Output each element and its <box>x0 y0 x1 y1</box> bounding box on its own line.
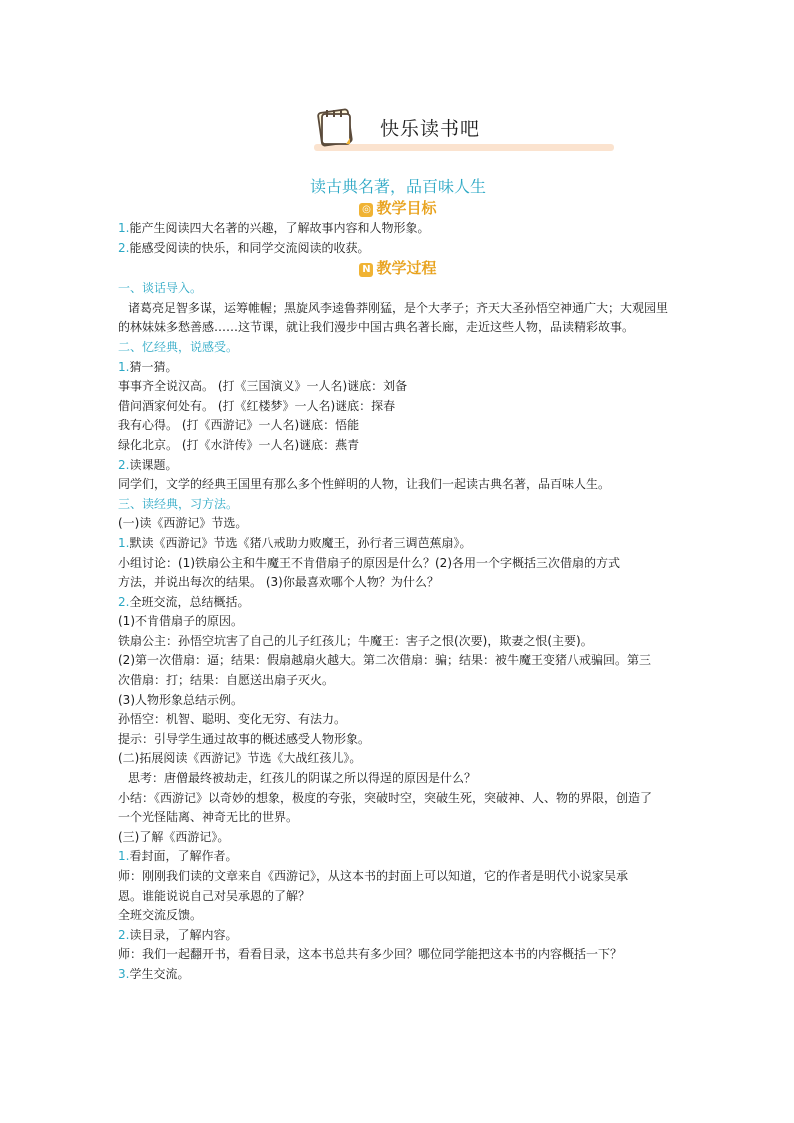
process-icon: N <box>359 263 373 277</box>
lesson-content <box>118 176 678 985</box>
subsection-heading: (二)拓展阅读《西游记》节选《大战红孩儿》。 <box>118 751 362 766</box>
section-heading: 二、忆经典，说感受。 <box>118 339 239 354</box>
paragraph: 全班交流反馈。 <box>118 908 203 923</box>
goal-item: 2.能感受阅读的快乐，和同学交流阅读的收获。 <box>118 240 370 255</box>
paragraph: (3)人物形象总结示例。 <box>118 692 243 707</box>
notebook-icon <box>314 104 358 148</box>
step-item: 1.看封面，了解作者。 <box>118 849 238 864</box>
goal-item: 1.能产生阅读四大名著的兴趣，了解故事内容和人物形象。 <box>118 221 430 235</box>
paragraph: 诸葛亮足智多谋，运筹帷幄；黑旋风李逵鲁莽刚猛，是个大孝子；齐天大圣孙悟空神通广大；大观园里的林妹妹多愁善感……这节课，就让我们漫步中国古典名著长廊，走近这些人物，品读精彩故事。 <box>118 300 669 335</box>
paragraph: 一个光怪陆离、神奇无比的世界。 <box>118 810 299 825</box>
step-item: 3.学生交流。 <box>118 966 190 981</box>
paragraph: 小结：《西游记》以奇妙的想象，极度的夸张，突破时空，突破生死，突破神、人、物的界限，创造了 <box>118 790 653 805</box>
subsection-heading: (一)读《西游记》节选。 <box>118 516 248 531</box>
paragraph: 思考：唐僧最终被劫走，红孩儿的阴谋之所以得逞的原因是什么？ <box>128 771 477 786</box>
step-item: 2.读课题。 <box>118 457 178 472</box>
header-title: 快乐读书吧 <box>380 118 481 140</box>
paragraph: 小组讨论：(1)铁扇公主和牛魔王不肯借扇子的原因是什么？(2)各用一个字概括三次借扇的方式 <box>118 555 620 570</box>
riddle-line: 事事齐全说汉高。 (打《三国演义》一人名)谜底：刘备 <box>118 379 408 394</box>
paragraph: 铁扇公主：孙悟空坑害了自己的儿子红孩儿；牛魔王：害子之恨(次要)，欺妻之恨(主要)。 <box>118 633 593 648</box>
goals-heading: ◎ 教学目标 <box>118 198 678 219</box>
lesson-title: 读古典名著，品百味人生 <box>309 177 486 196</box>
page-header <box>314 104 614 152</box>
paragraph: 师：刚刚我们读的文章来自《西游记》，从这本书的封面上可以知道，它的作者是明代小说家吴承 <box>118 869 629 883</box>
subsection-heading: (三)了解《西游记》。 <box>118 829 230 844</box>
paragraph: 恩。谁能说说自己对吴承恩的了解？ <box>118 888 311 903</box>
step-item: 2.读目录，了解内容。 <box>118 927 238 942</box>
paragraph: 孙悟空：机智、聪明、变化无穷、有法力。 <box>118 712 347 727</box>
paragraph: 提示：引导学生通过故事的概述感受人物形象。 <box>118 731 371 746</box>
paragraph: (1)不肯借扇子的原因。 <box>118 614 243 629</box>
process-heading: N 教学过程 <box>118 258 678 279</box>
step-item: 2.全班交流，总结概括。 <box>118 594 250 609</box>
paragraph: 次借扇：打；结果：自愿送出扇子灭火。 <box>118 673 335 688</box>
section-heading: 三、读经典，习方法。 <box>118 496 239 511</box>
step-item: 1.猜一猜。 <box>118 359 178 374</box>
riddle-line: 借问酒家何处有。 (打《红楼梦》一人名)谜底：探春 <box>118 398 396 413</box>
target-icon: ◎ <box>359 203 373 217</box>
paragraph: 师：我们一起翻开书，看看目录，这本书总共有多少回？哪位同学能把这本书的内容概括一下？ <box>118 947 623 962</box>
paragraph: (2)第一次借扇：逼；结果：假扇越扇火越大。第二次借扇：骗；结果：被牛魔王变猪八戒骗回。第三 <box>118 653 652 668</box>
header-underline <box>314 144 614 151</box>
paragraph: 同学们，文学的经典王国里有那么多个性鲜明的人物，让我们一起读古典名著，品百味人生。 <box>118 477 611 492</box>
riddle-line: 我有心得。 (打《西游记》一人名)谜底：悟能 <box>118 418 360 433</box>
step-item: 1.默读《西游记》节选《猪八戒助力败魔王，孙行者三调芭蕉扇》。 <box>118 535 472 550</box>
paragraph: 方法，并说出每次的结果。 (3)你最喜欢哪个人物？为什么？ <box>118 575 439 590</box>
section-heading: 一、谈话导入。 <box>118 281 203 296</box>
riddle-line: 绿化北京。 (打《水浒传》一人名)谜底：燕青 <box>118 437 360 452</box>
